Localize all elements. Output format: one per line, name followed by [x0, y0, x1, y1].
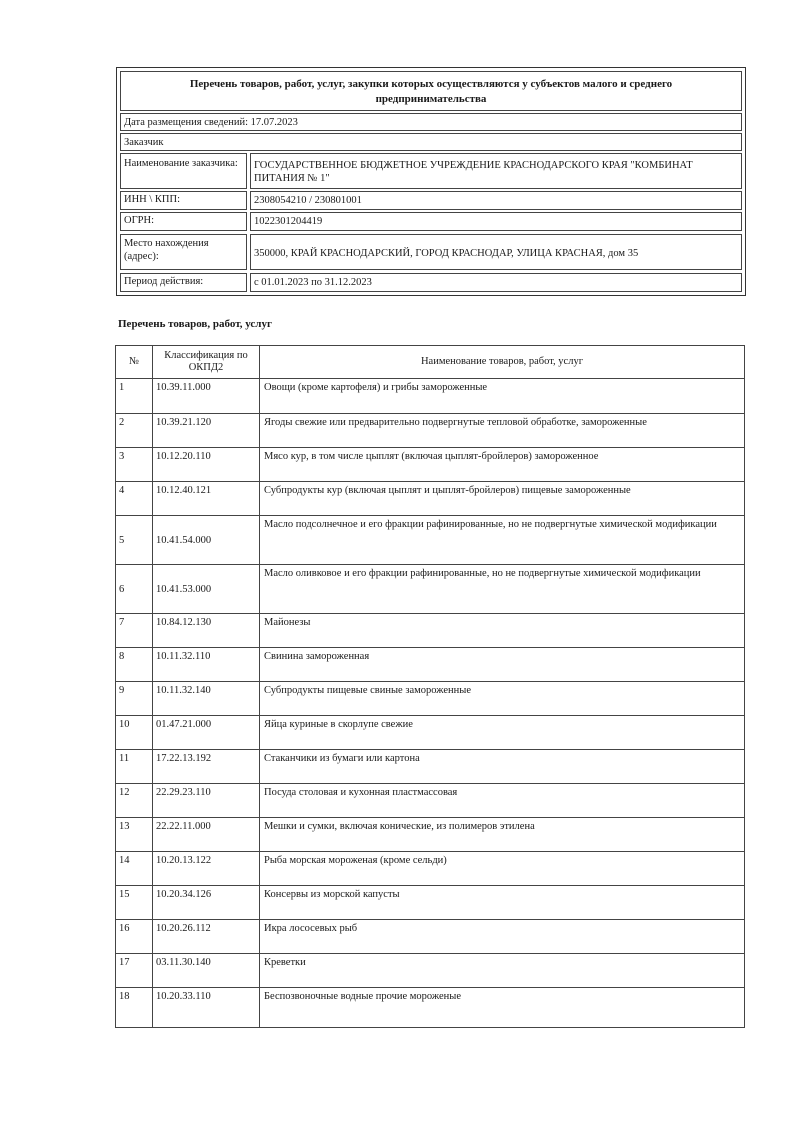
- row-item-name: Субпродукты кур (включая цыплят и цыплят-бройлеров) пищевые замороженные: [260, 482, 745, 516]
- row-item-name: Масло подсолнечное и его фракции рафинированные, но не подвергнутые химической модификации: [260, 516, 745, 565]
- row-okpd2-code: 10.41.54.000: [153, 516, 260, 565]
- row-item-name: Масло оливковое и его фракции рафинированные, но не подвергнутые химической модификации: [260, 565, 745, 614]
- row-number: 16: [116, 920, 153, 954]
- row-item-name: Субпродукты пищевые свиные замороженные: [260, 682, 745, 716]
- row-number: 2: [116, 414, 153, 448]
- row-okpd2-code: 10.84.12.130: [153, 614, 260, 648]
- address-label: Место нахождения (адрес):: [120, 234, 247, 270]
- row-item-name: Ягоды свежие или предварительно подвергнутые тепловой обработке, замороженные: [260, 414, 745, 448]
- table-row: [116, 516, 745, 565]
- table-row: [116, 954, 745, 988]
- row-okpd2-code: 10.20.26.112: [153, 920, 260, 954]
- row-item-name: Консервы из морской капусты: [260, 886, 745, 920]
- row-item-name: Яйца куриные в скорлупе свежие: [260, 716, 745, 750]
- row-item-name: Креветки: [260, 954, 745, 988]
- row-okpd2-code: 10.20.33.110: [153, 988, 260, 1028]
- table-row: [116, 482, 745, 516]
- period-label: Период действия:: [120, 273, 247, 292]
- row-okpd2-code: 10.11.32.140: [153, 682, 260, 716]
- column-header-okpd2: Классификация по ОКПД2: [153, 346, 260, 379]
- table-row: [116, 818, 745, 852]
- row-okpd2-code: 10.41.53.000: [153, 565, 260, 614]
- table-row: [116, 988, 745, 1028]
- row-number: 13: [116, 818, 153, 852]
- row-number: 8: [116, 648, 153, 682]
- row-item-name: Беспозвоночные водные прочие мороженые: [260, 988, 745, 1028]
- row-number: 4: [116, 482, 153, 516]
- table-row: [116, 784, 745, 818]
- table-row: [116, 716, 745, 750]
- row-item-name: Мешки и сумки, включая конические, из полимеров этилена: [260, 818, 745, 852]
- column-header-number: №: [116, 346, 153, 379]
- address-value: 350000, КРАЙ КРАСНОДАРСКИЙ, ГОРОД КРАСНОДАР, УЛИЦА КРАСНАЯ, дом 35: [250, 234, 742, 270]
- row-item-name: Рыба морская мороженая (кроме сельди): [260, 852, 745, 886]
- goods-section-title: Перечень товаров, работ, услуг: [118, 318, 272, 330]
- row-item-name: Икра лососевых рыб: [260, 920, 745, 954]
- table-row: [116, 448, 745, 482]
- row-item-name: Мясо кур, в том числе цыплят (включая цыплят-бройлеров) замороженное: [260, 448, 745, 482]
- row-number: 17: [116, 954, 153, 988]
- table-row: [116, 682, 745, 716]
- table-row: [116, 414, 745, 448]
- customer-name-value: ГОСУДАРСТВЕННОЕ БЮДЖЕТНОЕ УЧРЕЖДЕНИЕ КРАСНОДАРСКОГО КРАЯ "КОМБИНАТ ПИТАНИЯ № 1": [250, 153, 742, 189]
- row-okpd2-code: 10.12.20.110: [153, 448, 260, 482]
- row-okpd2-code: 10.39.21.120: [153, 414, 260, 448]
- row-number: 15: [116, 886, 153, 920]
- row-okpd2-code: 01.47.21.000: [153, 716, 260, 750]
- row-okpd2-code: 22.29.23.110: [153, 784, 260, 818]
- row-item-name: Стаканчики из бумаги или картона: [260, 750, 745, 784]
- row-number: 5: [116, 516, 153, 565]
- row-number: 12: [116, 784, 153, 818]
- customer-name-label: Наименование заказчика:: [120, 153, 247, 189]
- row-item-name: Овощи (кроме картофеля) и грибы замороженные: [260, 379, 745, 414]
- table-row: [116, 614, 745, 648]
- row-number: 14: [116, 852, 153, 886]
- table-row: [116, 648, 745, 682]
- row-okpd2-code: 10.11.32.110: [153, 648, 260, 682]
- inn-kpp-label: ИНН \ КПП:: [120, 191, 247, 210]
- row-okpd2-code: 10.20.34.126: [153, 886, 260, 920]
- column-header-name: Наименование товаров, работ, услуг: [260, 346, 745, 379]
- table-row: [116, 750, 745, 784]
- table-row: [116, 920, 745, 954]
- row-number: 3: [116, 448, 153, 482]
- ogrn-label: ОГРН:: [120, 212, 247, 231]
- customer-heading: Заказчик: [120, 133, 742, 151]
- goods-table-header: [116, 346, 745, 379]
- date-line: Дата размещения сведений: 17.07.2023: [120, 113, 742, 131]
- row-number: 7: [116, 614, 153, 648]
- inn-kpp-value: 2308054210 / 230801001: [250, 191, 742, 210]
- goods-table: [115, 345, 745, 1028]
- document-title: Перечень товаров, работ, услуг, закупки которых осуществляются у субъектов малого и среднего предпринимательства: [120, 71, 742, 111]
- row-okpd2-code: 10.39.11.000: [153, 379, 260, 414]
- row-okpd2-code: 22.22.11.000: [153, 818, 260, 852]
- row-okpd2-code: 17.22.13.192: [153, 750, 260, 784]
- row-number: 1: [116, 379, 153, 414]
- row-okpd2-code: 03.11.30.140: [153, 954, 260, 988]
- row-item-name: Посуда столовая и кухонная пластмассовая: [260, 784, 745, 818]
- period-value: с 01.01.2023 по 31.12.2023: [250, 273, 742, 292]
- row-number: 10: [116, 716, 153, 750]
- row-item-name: Майонезы: [260, 614, 745, 648]
- row-number: 11: [116, 750, 153, 784]
- table-row: [116, 852, 745, 886]
- row-number: 6: [116, 565, 153, 614]
- row-okpd2-code: 10.12.40.121: [153, 482, 260, 516]
- row-okpd2-code: 10.20.13.122: [153, 852, 260, 886]
- table-row: [116, 886, 745, 920]
- row-item-name: Свинина замороженная: [260, 648, 745, 682]
- table-row: [116, 379, 745, 414]
- row-number: 9: [116, 682, 153, 716]
- ogrn-value: 1022301204419: [250, 212, 742, 231]
- table-row: [116, 565, 745, 614]
- row-number: 18: [116, 988, 153, 1028]
